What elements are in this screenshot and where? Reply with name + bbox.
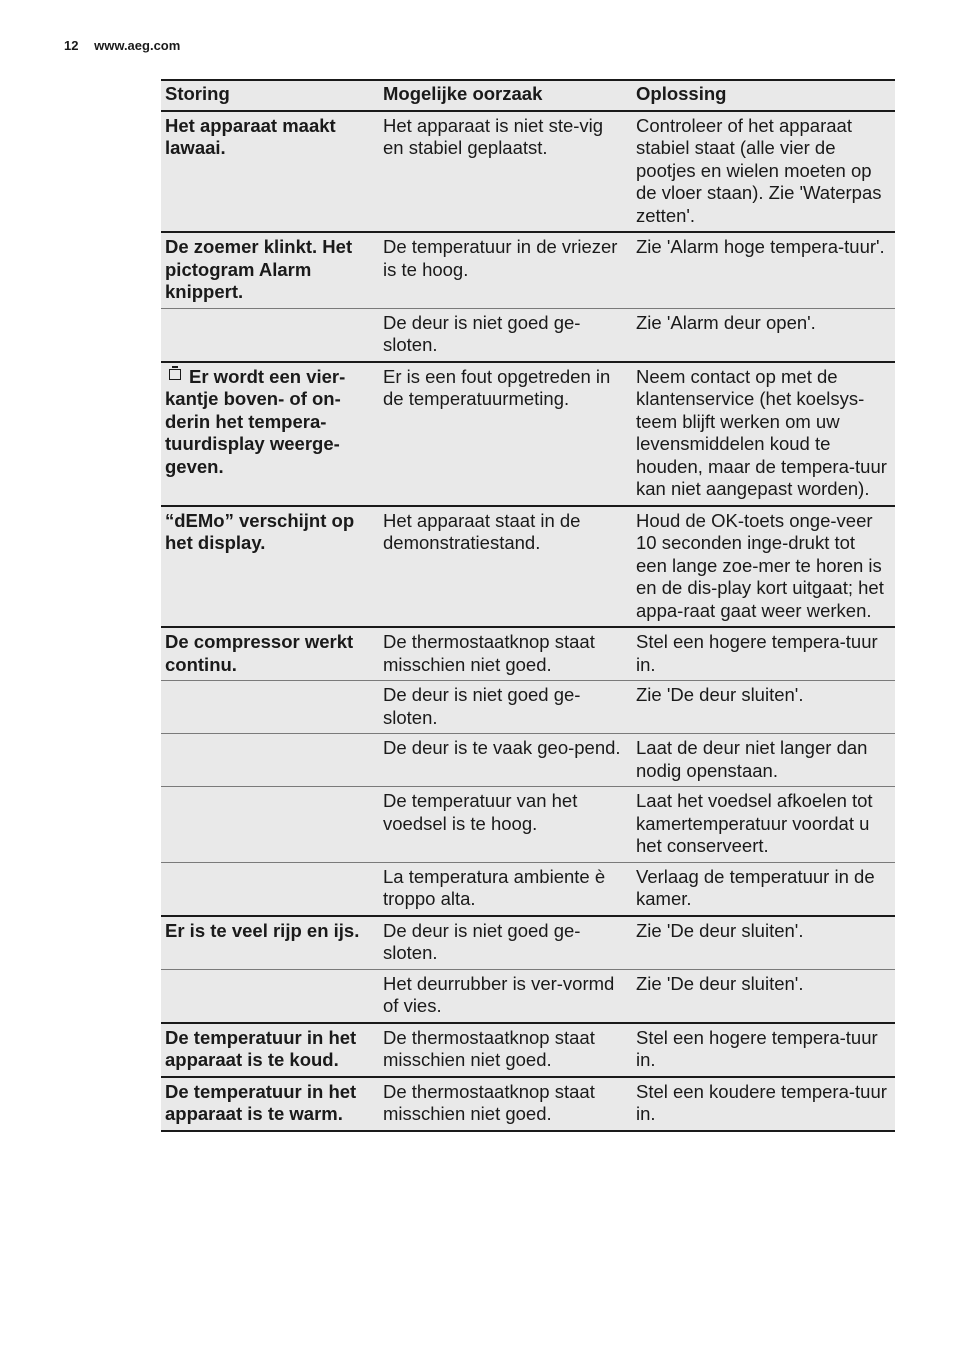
fault-cell [161, 862, 379, 916]
solution-cell: Neem contact op met de klantenservice (het koelsys-teem blijft werken om uw levensmiddelen koud te houden, maar de tempera-tuur kan niet aangepast worden). [632, 362, 895, 506]
cause-cell: De thermostaatknop staat misschien niet goed. [379, 1023, 632, 1077]
table-row [161, 787, 895, 863]
fault-cell [161, 308, 379, 362]
page-header [64, 38, 180, 53]
fault-cell [161, 969, 379, 1023]
table-row [161, 232, 895, 308]
square-display-icon [169, 369, 181, 380]
fault-cell: Er is te veel rijp en ijs. [161, 916, 379, 970]
column-header-oplossing: Oplossing [632, 80, 895, 111]
solution-cell: Verlaag de temperatuur in de kamer. [632, 862, 895, 916]
fault-cell [161, 787, 379, 863]
table-row [161, 969, 895, 1023]
cause-cell: Er is een fout opgetreden in de temperatuurmeting. [379, 362, 632, 506]
table-row [161, 1077, 895, 1131]
fault-text: Er wordt een vier-kantje boven- of on-derin het tempera-tuurdisplay weerge-geven. [165, 365, 346, 477]
cause-cell: De temperatuur in de vriezer is te hoog. [379, 232, 632, 308]
fault-cell [161, 362, 379, 506]
solution-cell: Stel een koudere tempera-tuur in. [632, 1077, 895, 1131]
cause-cell: De deur is niet goed ge-sloten. [379, 308, 632, 362]
column-header-oorzaak: Mogelijke oorzaak [379, 80, 632, 111]
solution-cell: Stel een hogere tempera-tuur in. [632, 627, 895, 681]
table-row [161, 506, 895, 628]
cause-cell: De deur is niet goed ge-sloten. [379, 916, 632, 970]
table-header-row [161, 80, 895, 111]
fault-cell [161, 681, 379, 734]
cause-cell: Het apparaat is niet ste-vig en stabiel geplaatst. [379, 111, 632, 233]
table-row [161, 308, 895, 362]
fault-cell: “dEMo” verschijnt op het display. [161, 506, 379, 628]
cause-cell: De deur is te vaak geo-pend. [379, 734, 632, 787]
cause-cell: La temperatura ambiente è troppo alta. [379, 862, 632, 916]
table-row [161, 362, 895, 506]
cause-cell: De deur is niet goed ge-sloten. [379, 681, 632, 734]
solution-cell: Zie 'De deur sluiten'. [632, 969, 895, 1023]
fault-cell: De temperatuur in het apparaat is te warm. [161, 1077, 379, 1131]
cause-cell: Het deurrubber is ver-vormd of vies. [379, 969, 632, 1023]
table-row [161, 627, 895, 681]
solution-cell: Zie 'De deur sluiten'. [632, 681, 895, 734]
fault-cell [161, 734, 379, 787]
solution-cell: Zie 'Alarm hoge tempera-tuur'. [632, 232, 895, 308]
solution-cell: Stel een hogere tempera-tuur in. [632, 1023, 895, 1077]
table-row [161, 862, 895, 916]
cause-cell: De thermostaatknop staat misschien niet goed. [379, 627, 632, 681]
solution-cell: Controleer of het apparaat stabiel staat (alle vier de pootjes en wielen moeten op de vloer staan). Zie 'Waterpas zetten'. [632, 111, 895, 233]
column-header-storing: Storing [161, 80, 379, 111]
fault-cell: De zoemer klinkt. Het pictogram Alarm knippert. [161, 232, 379, 308]
cause-cell: De temperatuur van het voedsel is te hoog. [379, 787, 632, 863]
fault-cell: De compressor werkt continu. [161, 627, 379, 681]
table-row [161, 734, 895, 787]
fault-cell: De temperatuur in het apparaat is te koud. [161, 1023, 379, 1077]
solution-cell: Zie 'De deur sluiten'. [632, 916, 895, 970]
cause-cell: De thermostaatknop staat misschien niet goed. [379, 1077, 632, 1131]
solution-cell: Laat de deur niet langer dan nodig openstaan. [632, 734, 895, 787]
table-row [161, 1023, 895, 1077]
troubleshooting-table [161, 79, 895, 1132]
solution-cell: Laat het voedsel afkoelen tot kamertemperatuur voordat u het conserveert. [632, 787, 895, 863]
table-row [161, 916, 895, 970]
website-url: www.aeg.com [94, 38, 181, 53]
table-row [161, 111, 895, 233]
page-number: 12 [64, 38, 79, 53]
solution-cell: Zie 'Alarm deur open'. [632, 308, 895, 362]
solution-cell: Houd de OK-toets onge-veer 10 seconden inge-drukt tot een lange zoe-mer te horen is en de dis-play kort uitgaat; het appa-raat gaat weer werken. [632, 506, 895, 628]
cause-cell: Het apparaat staat in de demonstratiestand. [379, 506, 632, 628]
fault-cell: Het apparaat maakt lawaai. [161, 111, 379, 233]
table-row [161, 681, 895, 734]
